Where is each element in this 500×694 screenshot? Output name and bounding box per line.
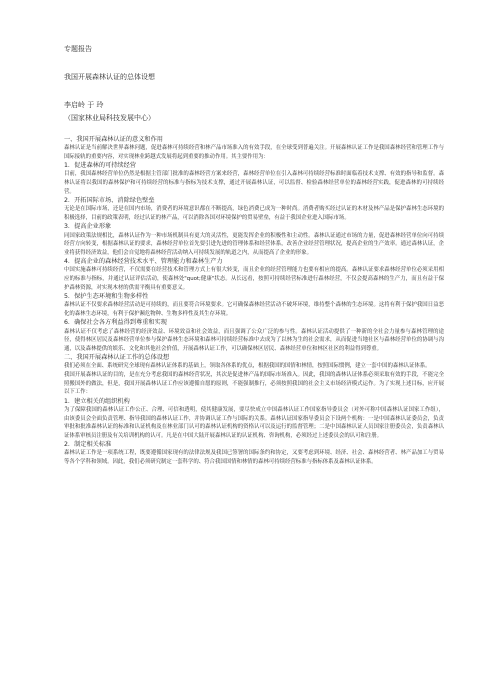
doc-affiliation: （国家林业局科技发展中心） [64,114,155,122]
paragraph: 森林认证不仅考虑了森林经营的经济效益、环境效益和社会效益，而且强调了公众广泛的参与性。森林认证活动提供了一种新的全社会力量参与森林管理的途径，使得林区居民及森林经营单位参与保护森林生态环境和森林可持续经营标准中去成为了以林为生的社会需求，从而促进当地社区与森林经营单位的协调与沟通，以及森林提供的娱乐、文化和其他社会价值，开展森林认证工作，可以确保林区居民、森林经营单位和林区社区的利益得到尊重。 [64,328,444,352]
subsection-heading: 3．提高企业形象 [64,223,112,231]
section-heading: 二、我国开展森林认证工作的总体设想 [64,354,170,362]
paragraph: 我们必须在全面、系统研究全球现有森林认证体系的基础上，领取各体系的优点，根据我国的国情和林情，按照国际惯例，建立一套中国的森林认证体系。 [64,363,431,370]
doc-title: 我国开展森林认证的总体设想 [64,73,155,81]
paragraph: 中国实施森林可持续经营，不仅需要在经营技术和管理方式上有很大转变，而且企业的经营管理能力也要有相应的提高。森林认证要求森林经营单位必须采用相应的标准与指标，并通过认证评估活动，使森林处"quot;健康"状态。从长远看，按照可持续经营标准进行森林经营，不仅会提高森林的生产力，而且有益于保护森林资源，对实现木材的供需平衡具有重要意义。 [64,267,444,291]
doc-kicker: 专题报告 [64,45,92,53]
subsection-heading: 6．确保社会各方利益得到尊重和实现 [64,319,167,327]
paragraph: 森林认证是当前解决世界森林问题，促进森林可持续经营和林产品市场准入的有效手段，在全球受到普遍关注。开展森林认证工作是我国森林经营和管理工作与国际接轨的重要内容，对实现林业跨越式发展将起到重要的推动作用。其主要作用为： [64,145,444,160]
paragraph: 目前，我国森林经营单位仍然是根据主管部门批准的森林经营方案来经营，森林经营单位在引入森林可持续经营标准时面临着技术支撑、有效的指导和监督。森林认证将以我国的森林保护和可持续经营的标准与指标为技术支撑，通过开展森林认证，可以监督、检验森林经营单位的森林经营实践，促进森林的可持续经营。 [64,171,444,195]
section-heading: 一、我国开展森林认证的意义和作用 [64,136,163,143]
subsection-heading: 2．制定相关标准 [64,441,112,449]
subsection-heading: 5．保护生态环境和生物多样性 [64,293,149,301]
doc-authors: 李启岭 于 玲 [64,101,104,109]
subsection-heading: 1．促进森林的可持续经营 [64,162,136,170]
paragraph: 为了保障我国的森林认证工作公正、合理、可信和透明，使其健康发展，要尽快成立中国森林认证工作国家指导委员会（对外可称中国森林认证国家工作组），由该委员会全面负责管理、指导我国的森林认证工作，并协调认证工作与国际的关系。森林认证国家指导委员会下设两个机构：一是中国森林认证委员会，负责审批和批准森林认证的标准和认证机构及在林业部门认可的森林认证机构的资格认可以及运行的监督管理；二是中国森林认证人员国家注册委员会，负责森林认证体系审核员注册及有关培训机构的认可。凡是在中国大陆开展森林认证的认证机构、咨询机构，必须经过上述委员会的认可和注册。 [64,406,444,439]
document-body [64,135,444,467]
subsection-heading: 4．提高企业的森林经营技术水平、管理能力和森林生产力 [64,258,223,266]
paragraph: 同国家政策法规相比，森林认证作为一种市场机制具有更大的灵活性，更能发挥企业的积极性和主动性。森林认证通过市场的力量，促进森林经营单位向可持续经营方向转变，根据森林认证的要求，森林经营单位首先要引进先进的管理体系和经营体系，改善企业经营管理状况，提高企业的生产效率。通过森林认证，企业将获得经济效益，他们会自觉地将森林经营活动纳入可持续发展的轨道之内，从而提高了企业的形象。 [64,232,444,256]
subsection-heading: 2．开拓国际市场、消除绿色壁垒 [64,197,155,205]
paragraph: 森林认证工作是一项系统工程，既要遵循国家现有的法律法规及我国已签署的国际条约和协定，又要考虑到环境、经济、社会、森林经营者、林产品加工与贸易等各个学科和领域。因此，我们必须研究制定一套科学的、符合我国国情和林情的森林可持续经营标准与指标体系及森林认证体系。 [64,450,444,465]
paragraph: 我国开展森林认证的目的，是在充分考虑我国的森林经营状况，其次是促进林产品的国际市场准入。因此，我国的森林认证体系必须采取有效的手段，不能完全照搬国外的做法，但是，我国开展森林认证工作应该遵循自愿的原则，不能强制推行，必须按照我国的社会主义市场经济模式运作。为了实现上述目标，应开展以下工作： [64,372,444,396]
paragraph: 森林认证不仅要求森林经营活动是可持续的，而且要符合环境要求。它可确保森林经营活动不破坏环境，维持整个森林的生态环境。这将有利于保护我国日益恶化的森林生态环境，有利于保护濒危物种、生物多样性及其生存环境。 [64,302,444,317]
paragraph: 无论是在国际市场，还是在国内市场，消费者的环境意识都在不断提高，绿色消费已成为一种时尚。消费者购买经过认证的木材及林产品是保护森林生态环境的积极选择，目前的政策表明，经过认证的林产品，可以消除各国对环境保护的贸易壁垒，有益于我国企业进入国际市场。 [64,206,444,221]
subsection-heading: 1．建立相关的组织机构 [64,397,130,405]
